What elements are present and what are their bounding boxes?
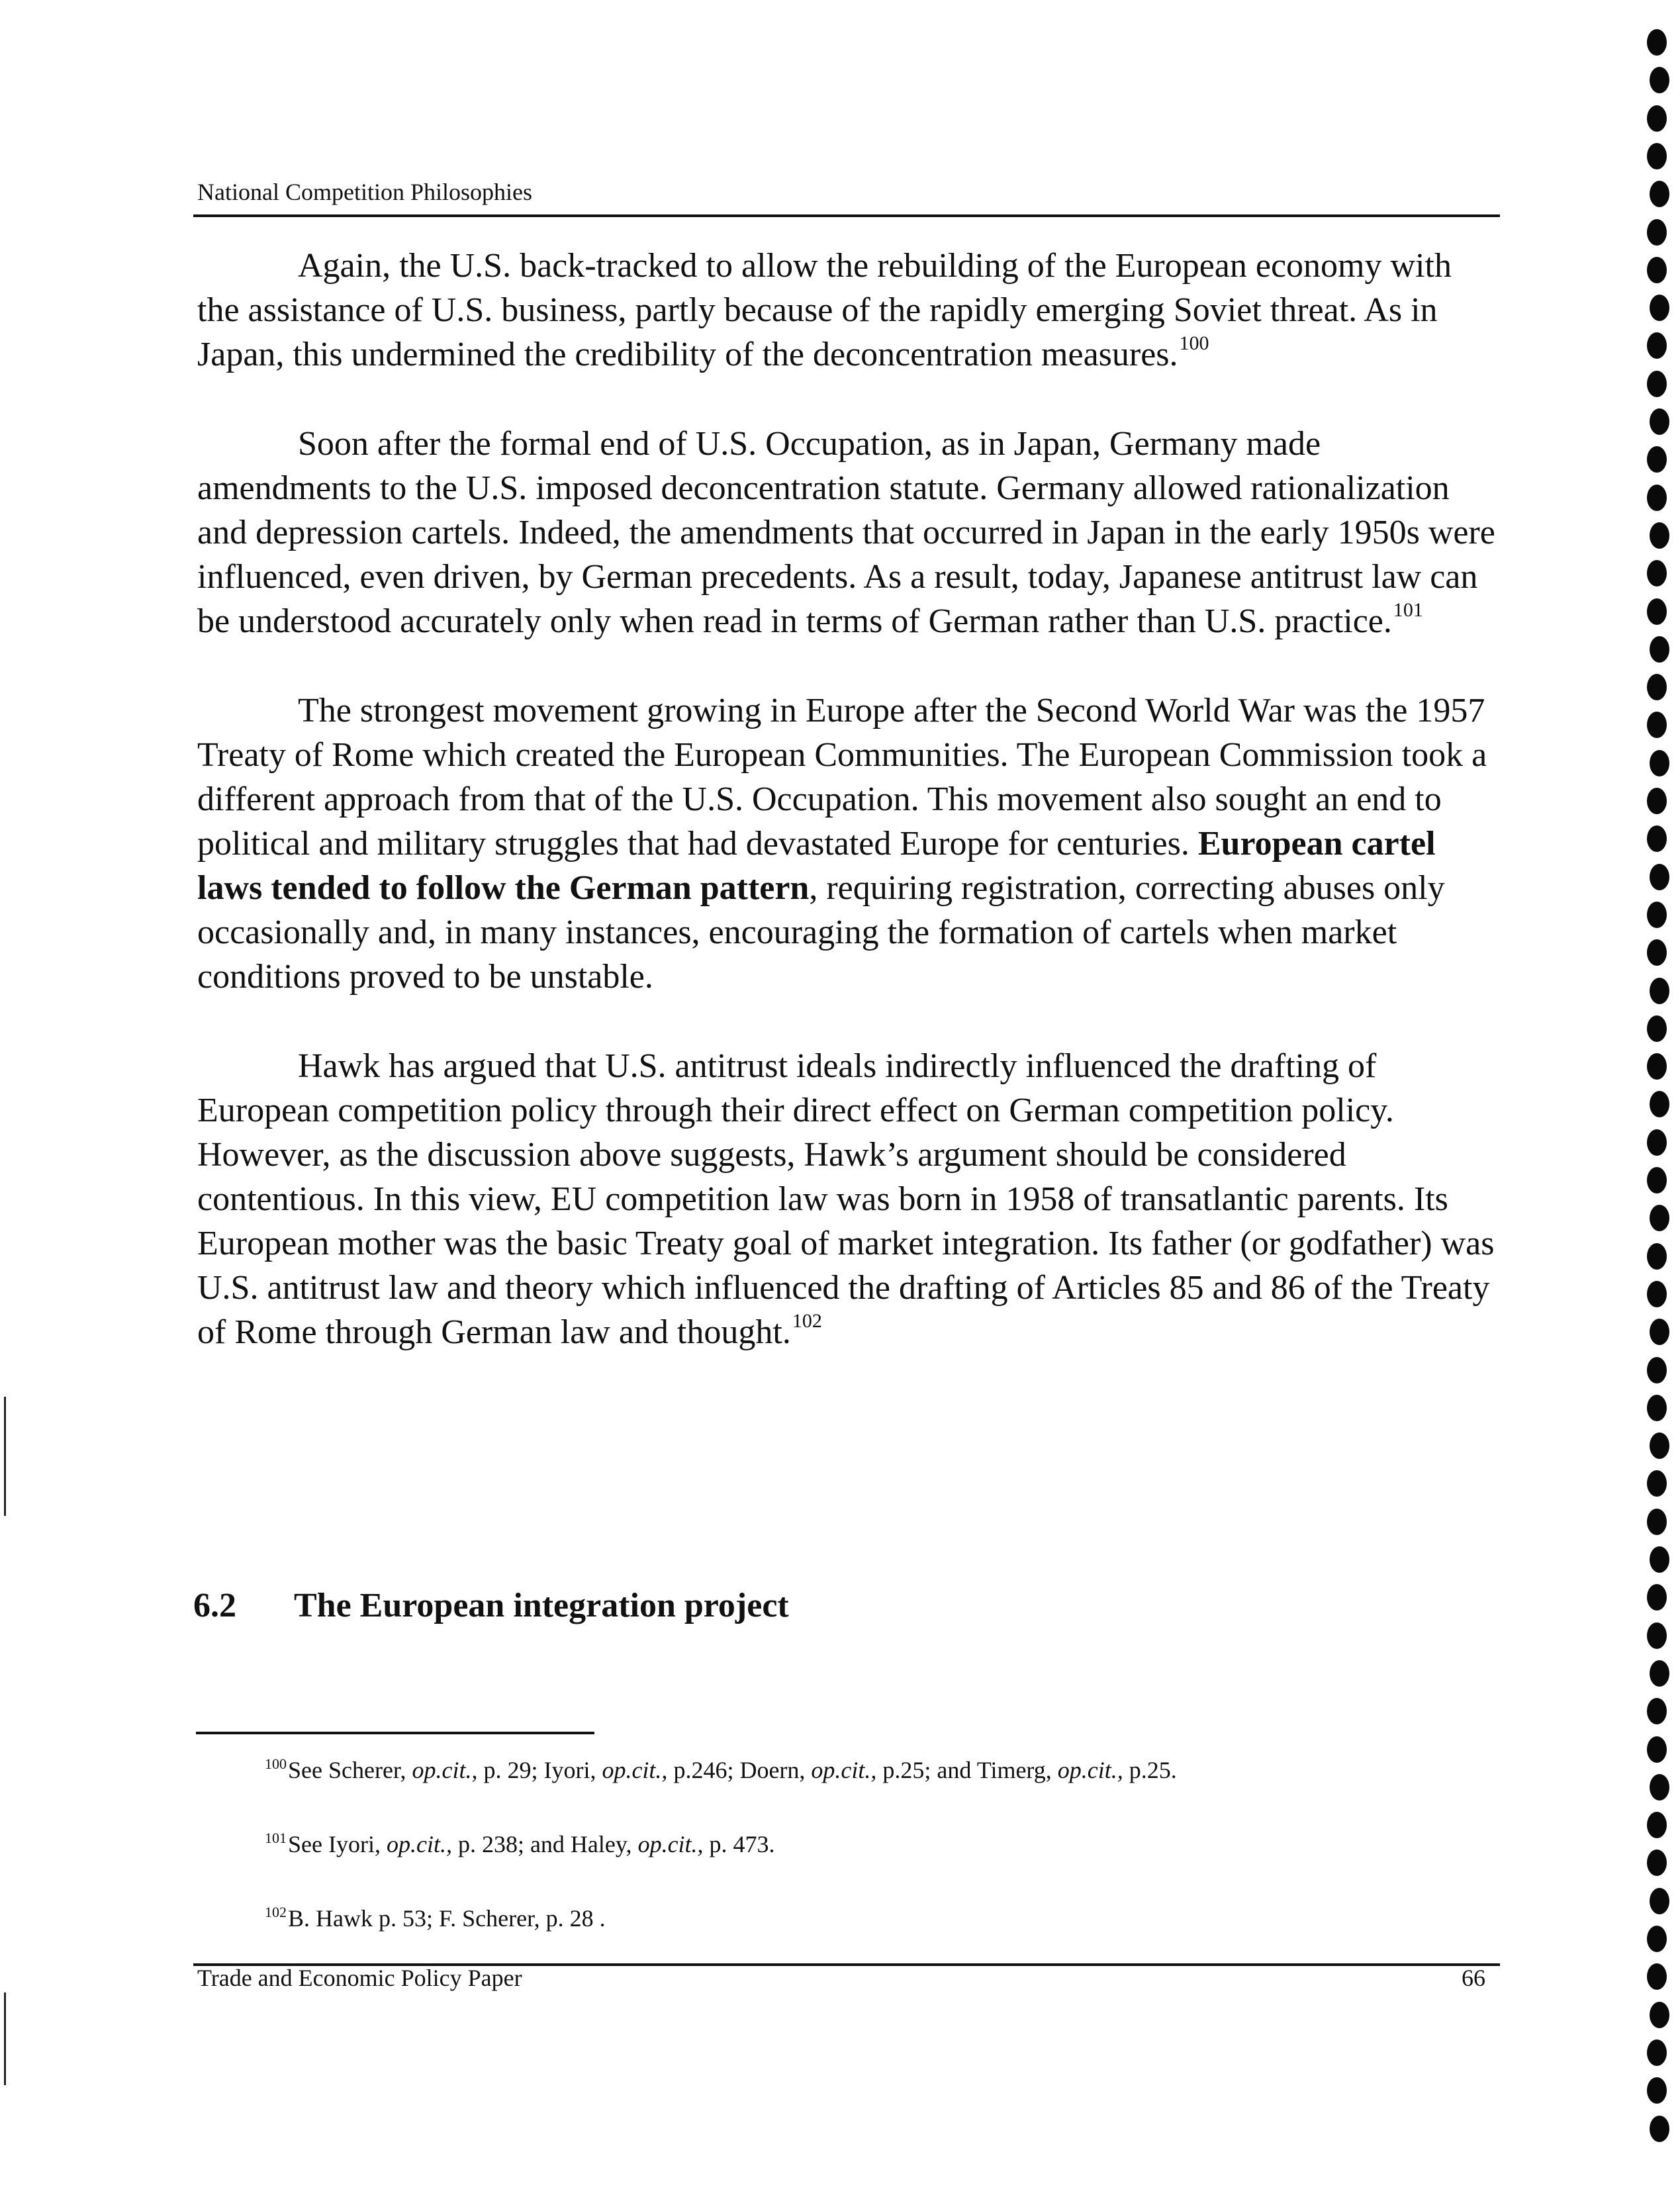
binding-hole <box>1647 1281 1667 1307</box>
binding-hole <box>1647 1129 1667 1156</box>
binding-hole <box>1650 295 1669 321</box>
binding-hole <box>1650 1546 1669 1573</box>
footnote-text: p.25. <box>1123 1757 1177 1783</box>
footnote-rule <box>196 1732 594 1734</box>
binding-hole <box>1650 2116 1669 2142</box>
binding-hole <box>1647 257 1667 283</box>
footnote-citation: op.cit., <box>1057 1757 1123 1783</box>
footnote-text: See Iyori, <box>288 1831 387 1857</box>
binding-hole <box>1650 2002 1669 2028</box>
binding-hole <box>1647 902 1667 928</box>
binding-hole <box>1650 67 1669 93</box>
footnote-101 <box>265 1830 775 1859</box>
binding-hole <box>1647 29 1667 56</box>
binding-hole <box>1647 143 1667 169</box>
body-text <box>197 244 1500 1399</box>
footnote-text: p. 238; and Haley, <box>451 1831 638 1857</box>
footer-title: Trade and Economic Policy Paper <box>197 1965 522 1991</box>
binding-hole <box>1647 1015 1667 1042</box>
binding-hole <box>1650 1660 1669 1687</box>
binding-hole <box>1647 560 1667 586</box>
page-number: 66 <box>1462 1965 1485 1991</box>
footnote-mark: 101 <box>265 1830 287 1846</box>
section-heading <box>193 1585 789 1627</box>
binding-hole <box>1650 1205 1669 1231</box>
footnote-ref-100[interactable]: 100 <box>1179 332 1209 354</box>
binding-hole <box>1647 219 1667 246</box>
footnote-citation: op.cit., <box>412 1757 478 1783</box>
scan-edge-mark <box>4 1992 6 2085</box>
binding-hole <box>1647 1243 1667 1270</box>
binding-hole <box>1650 864 1669 890</box>
footnote-text: p. 473. <box>703 1831 775 1857</box>
paragraph-4-text: Hawk has argued that U.S. antitrust ideals indirectly influenced the drafting of European competition policy through their direct effect on German competition policy. However, as the discussion above suggests, Hawk’s argument should be considered contentious. In this view, EU competition law was born in 1958 of transatlantic parents. Its European mother was the basic Treaty goal of market integration. Its father (or godfather) was U.S. antitrust law and theory which influenced the drafting of Articles 85 and 86 of the Treaty of Rome through German law and thought. <box>197 1047 1495 1351</box>
binding-hole <box>1647 1167 1667 1194</box>
binding-hole <box>1647 1963 1667 1990</box>
footnote-text: B. Hawk p. 53; F. Scherer, p. 28 . <box>288 1905 606 1932</box>
header-rule <box>193 214 1500 217</box>
binding-hole <box>1647 1622 1667 1649</box>
paragraph-3 <box>197 688 1500 999</box>
binding-hole <box>1650 1774 1669 1801</box>
paragraph-2-text: Soon after the formal end of U.S. Occupation, as in Japan, Germany made amendments to the U.S. imposed deconcentration statute. Germany allowed rationalization and depression cartels. Indeed, the amendments that occurred in Japan in the early 1950s were influenced, even driven, by German precedents. As a result, today, Japanese antitrust law can be understood accurately only when read in terms of German rather than U.S. practice. <box>197 425 1495 640</box>
footnote-citation: op.cit., <box>811 1757 877 1783</box>
spiral-binding-holes <box>1647 29 1673 2180</box>
footnote-mark: 102 <box>265 1904 287 1920</box>
paragraph-4 <box>197 1044 1500 1354</box>
paragraph-3-text-after: , requiring registration, correcting abuses only occasionally and, in many instances, encouraging the formation of cartels when market conditions proved to be unstable. <box>197 869 1445 996</box>
footnote-100 <box>265 1756 1177 1785</box>
binding-hole <box>1647 2039 1667 2066</box>
binding-hole <box>1647 1812 1667 1838</box>
binding-hole <box>1650 181 1669 207</box>
binding-hole <box>1647 712 1667 738</box>
binding-hole <box>1647 1395 1667 1421</box>
footnote-text: p. 29; Iyori, <box>477 1757 602 1783</box>
binding-hole <box>1647 1926 1667 1952</box>
binding-hole <box>1647 1053 1667 1080</box>
footnote-102 <box>265 1904 606 1933</box>
binding-hole <box>1650 1319 1669 1345</box>
binding-hole <box>1647 105 1667 132</box>
paragraph-1-text: Again, the U.S. back-tracked to allow the rebuilding of the European economy with the assistance of U.S. business, partly because of the rapidly emerging Soviet threat. As in Japan, this undermined the credibility of the deconcentration measures. <box>197 247 1452 373</box>
footnote-text: See Scherer, <box>288 1757 412 1783</box>
binding-hole <box>1647 1357 1667 1383</box>
binding-hole <box>1647 332 1667 359</box>
binding-hole <box>1650 750 1669 776</box>
binding-hole <box>1647 674 1667 700</box>
footnote-mark: 100 <box>265 1756 287 1772</box>
binding-hole <box>1647 598 1667 625</box>
footnote-citation: op.cit., <box>602 1757 668 1783</box>
footnote-citation: op.cit., <box>637 1831 704 1857</box>
section-number: 6.2 <box>193 1587 236 1624</box>
section-title: The European integration project <box>294 1587 789 1624</box>
binding-hole <box>1650 978 1669 1004</box>
binding-hole <box>1647 2077 1667 2104</box>
binding-hole <box>1647 939 1667 966</box>
binding-hole <box>1650 1432 1669 1459</box>
binding-hole <box>1647 1736 1667 1763</box>
running-header: National Competition Philosophies <box>197 179 532 205</box>
binding-hole <box>1647 1470 1667 1497</box>
binding-hole <box>1650 636 1669 663</box>
paragraph-1 <box>197 244 1500 377</box>
binding-hole <box>1650 1091 1669 1117</box>
footnote-text: p.246; Doern, <box>667 1757 812 1783</box>
binding-hole <box>1647 371 1667 397</box>
binding-hole <box>1647 1509 1667 1535</box>
binding-hole <box>1650 1888 1669 1914</box>
paragraph-3-text-before: The strongest movement growing in Europe after the Second World War was the 1957 Treaty of Rome which created the European Communities. The European Commission took a different approach from that of the U.S. Occupation. This movement also sought an end to political and military struggles that had devastated Europe for centuries. <box>197 692 1487 863</box>
binding-hole <box>1647 1698 1667 1724</box>
binding-hole <box>1647 485 1667 511</box>
footnote-ref-101[interactable]: 101 <box>1393 599 1423 621</box>
footnote-citation: op.cit., <box>386 1831 452 1857</box>
scan-edge-mark <box>4 1397 6 1516</box>
footnote-text: p.25; and Timerg, <box>876 1757 1058 1783</box>
binding-hole <box>1647 825 1667 852</box>
binding-hole <box>1647 1584 1667 1611</box>
binding-hole <box>1647 446 1667 473</box>
binding-hole <box>1647 788 1667 814</box>
footnote-ref-102[interactable]: 102 <box>792 1310 822 1332</box>
binding-hole <box>1650 408 1669 435</box>
binding-hole <box>1647 1850 1667 1876</box>
paragraph-2 <box>197 422 1500 643</box>
paragraph-3-bold-text: European cartel laws tended to follow the German pattern <box>197 825 1436 907</box>
binding-hole <box>1650 522 1669 549</box>
